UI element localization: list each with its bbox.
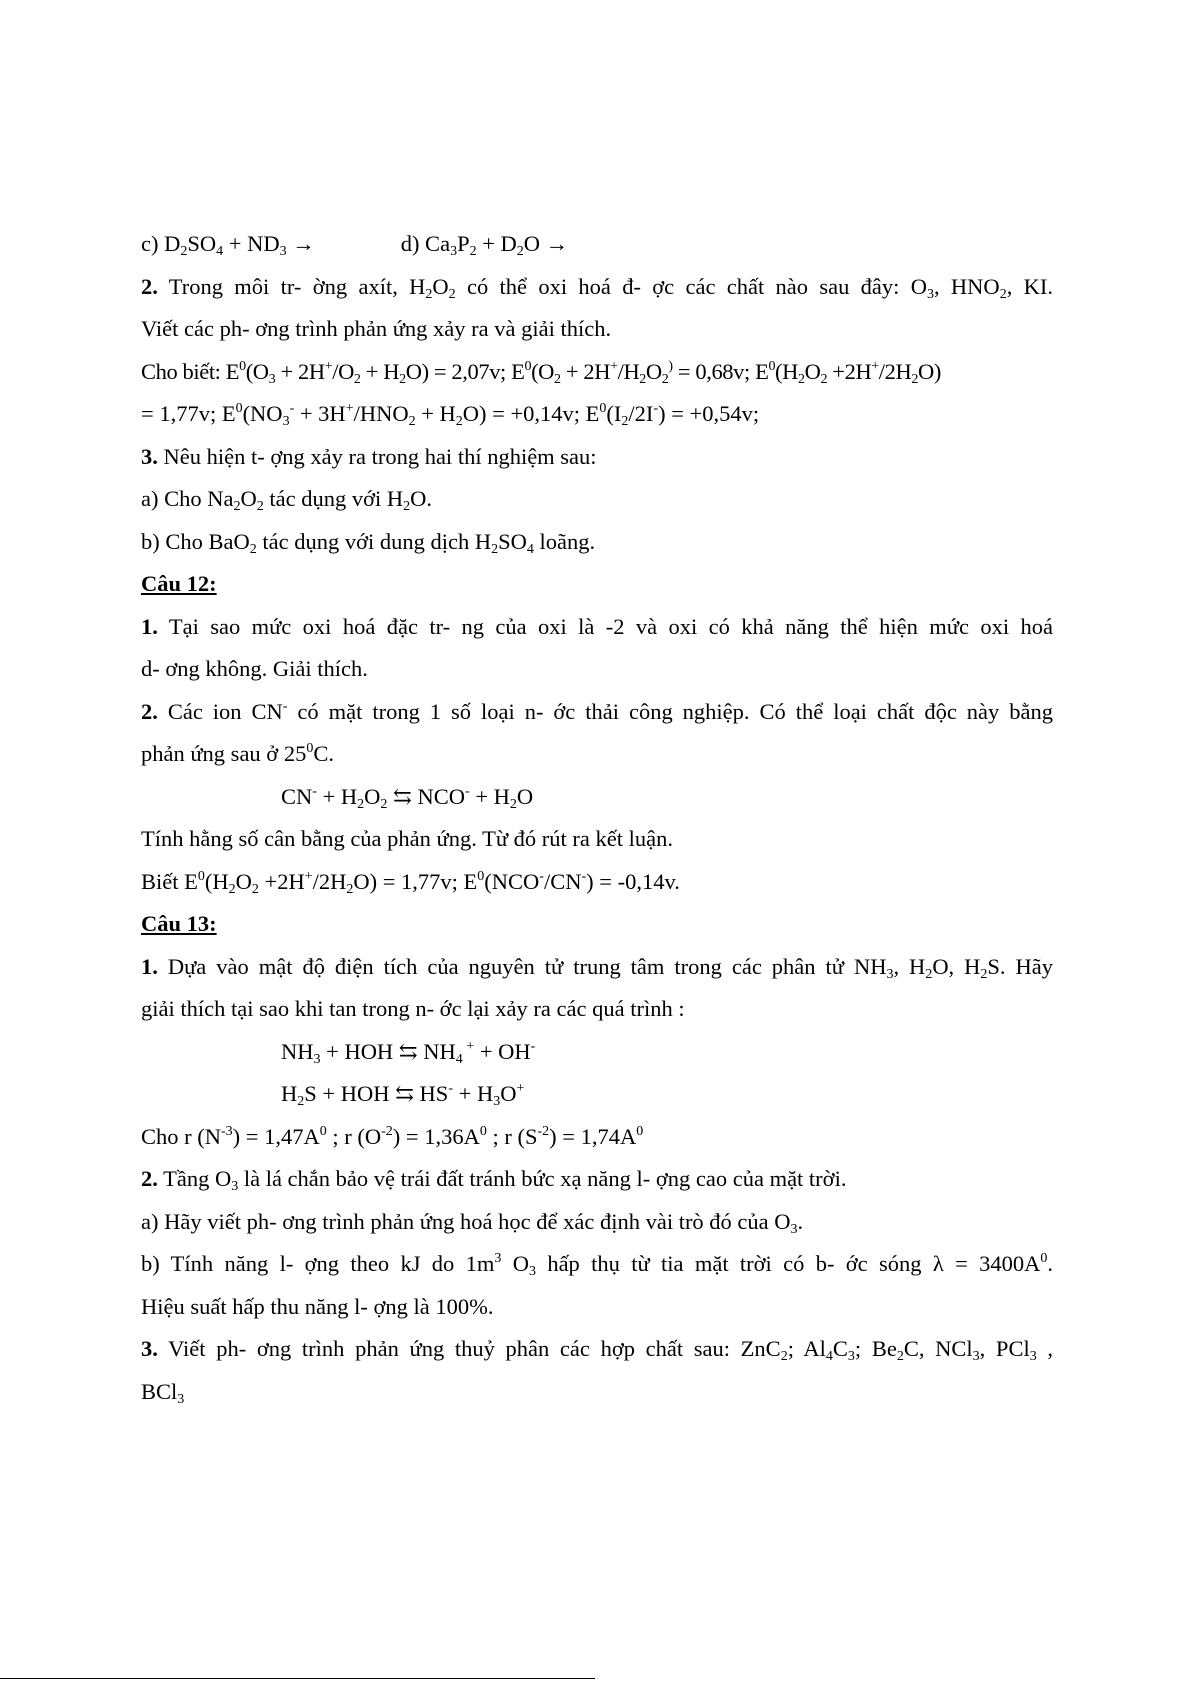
reaction-line-cd: c) $D_2SO_4 + ND_3 \to d$) $Ca_3P_2 + D_2O$ → [141, 231, 569, 259]
question-3-line-1: 3. Nêu hiện t- ợng xảy ra trong hai thí nghiệm sau: [141, 443, 597, 469]
question-2-line-1: 2. Trong môi tr- ờng axít, $H_2O_2$ có thể oxi hoá đ- ợc các chất nào sau đây: $O_3$, $HNO_2$, KI. [141, 273, 1053, 302]
cau-13-q3-line-1: 3. Viết ph- ơng trình phản ứng thuỷ phân các hợp chất sau: ZnC$_2$; $Al_4C_3$; $Be_2C$, NCl$_3$, PCl$_3$ , [141, 1336, 1054, 1364]
cau-13-q1-line-1: 1. Dựa vào mật độ điện tích của nguyên tử trung tâm trong các phân tử $NH_3$, $H_2O$, $H_2S$. Hãy [141, 953, 1054, 982]
footer-divider [0, 1678, 595, 1679]
cau-12-line-k: Tính hằng số cân bằng của phản ứng. Từ đó rút ra kết luận. [141, 826, 673, 851]
cau-12-q1-line-2: d- ơng không. Giải thích. [141, 656, 368, 681]
cau-12-potentials: Biết $E^0(H_2O_2 +2H^+/2H_2O) = 1,77v$; $E^0(NCO^-/CN^-) = -0,14v$. [141, 868, 680, 897]
cau-13-q2-b-line-2: Hiệu suất hấp thu năng l- ợng là 100%. [141, 1293, 494, 1319]
cau-13-radii: Cho r $(N^{-3}) = 1,47A^0$ ; r $(O^{-2}) = 1,36A^0$ ; r $(S^{-2}) = 1,74A^0$ [141, 1123, 644, 1149]
document-body [141, 223, 1053, 1413]
question-2-line-2: Viết các ph- ơng trình phản ứng xảy ra và giải thích. [141, 316, 612, 341]
question-3-a: a) Cho $Na_2O_2$ tác dụng với $H_2O$. [141, 486, 432, 514]
cau-12-q2-line-2: phản ứng sau ở $25^0C$. [141, 741, 334, 766]
question-2-potentials-2: = 1,77v; $E^0(NO_3^- + 3H^+/HNO_2 + H_2O) = +0,14v$; $E^0(I_2/2I^-) = +0,54v$; [141, 401, 760, 429]
cau-13-equation-2: $H_2S$ + HOH ⇆ $HS^- + H_3O^+$ [281, 1081, 525, 1109]
heading-cau-13: Câu 13: [141, 911, 217, 936]
cau-13-q2-a: a) Hãy viết ph- ơng trình phản ứng hoá học để xác định vài trò đó của $O_3$. [141, 1208, 804, 1237]
cau-13-q2-b-line-1: b) Tính năng l- ợng theo kJ do $1m^3$ $O_3$ hấp thụ từ tia mặt trời có b- ớc sóng $\lambda = 3400A^0$. [141, 1251, 1053, 1279]
cau-12-equation: $CN^- + H_2O_2$ ⇆ $NCO^- + H_2O$ [281, 783, 534, 812]
cau-13-q3-line-2: BCl$_3$ [141, 1378, 185, 1407]
question-2-potentials-1: Cho biết: $E^0(O_3 + 2H^+/O_2 + H_2O) = 2,07v$; $E^0(O_2 + 2H^+/H_2O_2^) = 0,68v$; $E^0(H_2O_2 +2H^+/2H_2O)$ [141, 358, 941, 387]
cau-13-q1-line-2: giải thích tại sao khi tan trong n- ớc lại xảy ra các quá trình : [141, 996, 685, 1021]
cau-13-q2: 2. Tầng $O_3$ là lá chắn bảo vệ trái đất tránh bức xạ năng l- ợng cao của mặt trời. [141, 1166, 847, 1194]
cau-13-equation-1: $NH_3$ + HOH ⇆ $NH_4$ + + OH- [281, 1038, 536, 1067]
heading-cau-12: Câu 12: [141, 571, 217, 596]
question-3-b: b) Cho BaO$_2$ tác dụng với dung dịch $H_2SO_4$ loãng. [141, 528, 596, 557]
cau-12-q2-line-1: 2. Các ion CN- có mặt trong 1 số loại n- ớc thải công nghiệp. Có thể loại chất độc này bằng [141, 698, 1053, 724]
cau-12-q1-line-1: 1. Tại sao mức oxi hoá đặc tr- ng của oxi là -2 và oxi có khả năng thể hiện mức oxi hoá [141, 613, 1053, 639]
